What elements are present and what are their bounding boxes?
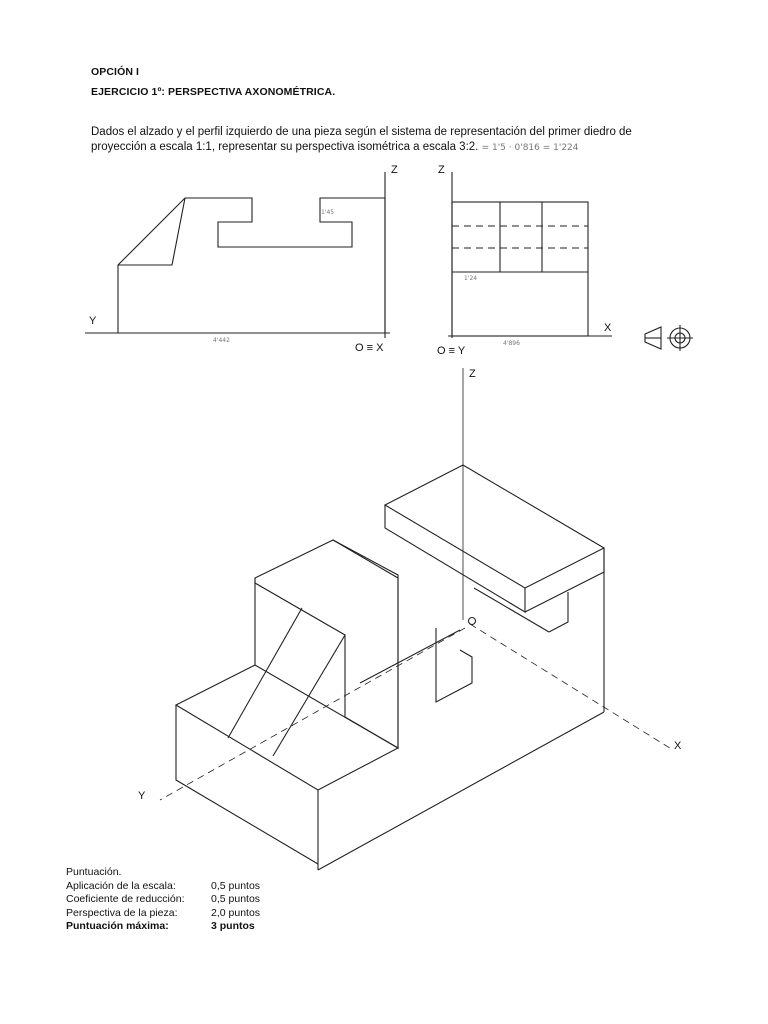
slab-channel-inner <box>474 588 549 632</box>
statement-line-2: proyección a escala 1:1, representar su perspectiva isométrica a escala 3:2. = 1'5 · 0'816 = 1'224 <box>91 140 579 153</box>
statement-line-1: Dados el alzado y el perfil izquierdo de una pieza según el sistema de representación del primer diedro de <box>91 126 632 138</box>
slab-front-face <box>385 505 525 612</box>
scoring-max: Puntuación máxima: 3 puntos <box>66 920 255 932</box>
profile-origin-label: O ≡ Y <box>437 345 466 357</box>
base-bottom-right <box>318 712 604 870</box>
scoring <box>66 866 366 934</box>
slope-line-2 <box>273 635 345 756</box>
elevation-origin-label: O ≡ X <box>355 342 384 354</box>
profile-z-label: Z <box>438 164 445 176</box>
base-front-face <box>176 705 318 864</box>
step-block <box>255 540 398 748</box>
iso-y-label: Y <box>138 790 146 802</box>
back-notch <box>436 628 472 702</box>
exercise-title: EJERCICIO 1º: PERSPECTIVA AXONOMÉTRICA. <box>91 86 336 98</box>
elevation-y-label: Y <box>89 315 97 327</box>
profile-x-label: X <box>604 322 612 334</box>
iso-origin <box>469 618 476 625</box>
first-angle-projection-icon <box>645 325 693 351</box>
profile-note-mid: 1'24 <box>464 275 478 282</box>
scoring-item: Coeficiente de reducción: 0,5 puntos <box>66 893 261 905</box>
profile-note-bottom: 4'896 <box>503 340 520 347</box>
base-top-face <box>176 665 398 790</box>
slab-side-face <box>525 548 604 612</box>
iso-y-axis-inner <box>360 630 460 683</box>
iso-x-axis <box>470 624 673 750</box>
scoring-item: Perspectiva de la pieza: 2,0 puntos <box>66 906 261 919</box>
iso-z-label: Z <box>469 368 476 380</box>
elevation-z-label: Z <box>391 164 398 176</box>
scoring-title: Puntuación. <box>66 866 122 878</box>
option-title: OPCIÓN I <box>91 66 140 78</box>
elevation-note-bottom: 4'442 <box>213 337 230 344</box>
elevation-note-top: 1'45 <box>321 209 335 216</box>
scoring-item: Aplicación de la escala: 0,5 puntos <box>66 879 261 892</box>
iso-x-label: X <box>674 740 682 752</box>
profile-outline <box>452 202 588 336</box>
elevation-view <box>85 172 390 344</box>
step-top-edge <box>333 540 398 578</box>
handwritten-note: = 1'5 · 0'816 = 1'224 <box>481 142 579 153</box>
isometric-view <box>160 368 673 870</box>
iso-y-axis <box>160 628 465 800</box>
profile-view <box>448 172 612 347</box>
slab-top-face <box>385 465 604 588</box>
